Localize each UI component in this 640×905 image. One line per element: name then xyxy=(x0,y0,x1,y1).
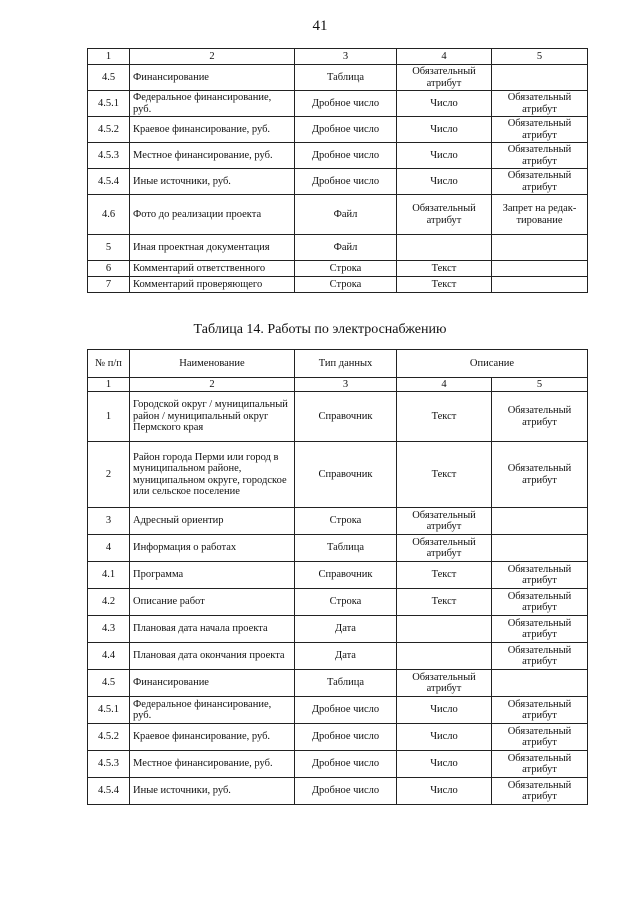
row-desc-value: Обязательный атрибут xyxy=(397,670,492,697)
table-row xyxy=(88,616,588,643)
row-number: 4.5.1 xyxy=(88,91,130,117)
row-number: 4.5.1 xyxy=(88,697,130,724)
row-desc-value: Текст xyxy=(397,442,492,508)
row-type: Строка xyxy=(295,508,397,535)
row-desc-value: Число xyxy=(397,143,492,169)
table-row xyxy=(88,724,588,751)
row-desc-attr xyxy=(492,277,588,293)
header-row xyxy=(88,350,588,378)
column-number: 3 xyxy=(295,378,397,392)
row-name: Программа xyxy=(130,562,295,589)
table-row xyxy=(88,442,588,508)
row-type: Файл xyxy=(295,195,397,235)
row-number: 4.3 xyxy=(88,616,130,643)
row-desc-attr: Обязательный атрибут xyxy=(492,778,588,805)
column-number: 3 xyxy=(295,49,397,65)
row-desc-value: Число xyxy=(397,724,492,751)
row-desc-value: Текст xyxy=(397,277,492,293)
row-desc-attr: Обязательный атрибут xyxy=(492,117,588,143)
row-number: 1 xyxy=(88,392,130,442)
column-number: 5 xyxy=(492,49,588,65)
page-number: 41 xyxy=(312,18,328,34)
row-desc-value: Число xyxy=(397,778,492,805)
row-type: Дробное число xyxy=(295,751,397,778)
row-desc-value: Число xyxy=(397,751,492,778)
row-type: Справочник xyxy=(295,442,397,508)
row-number: 4.6 xyxy=(88,195,130,235)
table-row xyxy=(88,392,588,442)
table-row xyxy=(88,589,588,616)
row-number: 4.2 xyxy=(88,589,130,616)
row-desc-attr: Обязательный атрибут xyxy=(492,697,588,724)
row-type: Файл xyxy=(295,235,397,261)
row-name: Адресный ориентир xyxy=(130,508,295,535)
row-type: Дробное число xyxy=(295,117,397,143)
row-desc-value: Обязательный атрибут xyxy=(397,65,492,91)
row-number: 5 xyxy=(88,235,130,261)
row-type: Дробное число xyxy=(295,778,397,805)
row-desc-attr: Обязательный атрибут xyxy=(492,643,588,670)
row-type: Справочник xyxy=(295,392,397,442)
column-number: 1 xyxy=(88,49,130,65)
column-number: 1 xyxy=(88,378,130,392)
row-type: Дробное число xyxy=(295,169,397,195)
row-number: 4.1 xyxy=(88,562,130,589)
row-desc-value: Обязательный атрибут xyxy=(397,535,492,562)
row-desc-value xyxy=(397,235,492,261)
row-type: Дата xyxy=(295,643,397,670)
row-name: Местное финансирование, руб. xyxy=(130,143,295,169)
row-desc-attr xyxy=(492,508,588,535)
row-desc-attr: Обязательный атрибут xyxy=(492,143,588,169)
row-name: Федеральное финансирование, руб. xyxy=(130,91,295,117)
table-row xyxy=(88,697,588,724)
row-number: 6 xyxy=(88,261,130,277)
row-name: Плановая дата окончания проекта xyxy=(130,643,295,670)
row-number: 4.5.2 xyxy=(88,117,130,143)
table-row xyxy=(88,91,588,117)
row-desc-attr: Запрет на редак-тирование xyxy=(492,195,588,235)
table-electric-works xyxy=(87,349,588,805)
row-type: Строка xyxy=(295,261,397,277)
row-name: Плановая дата начала проекта xyxy=(130,616,295,643)
column-number: 4 xyxy=(397,49,492,65)
row-desc-attr: Обязательный атрибут xyxy=(492,169,588,195)
row-number: 4.5 xyxy=(88,65,130,91)
table-row xyxy=(88,562,588,589)
column-number: 2 xyxy=(130,378,295,392)
row-desc-attr: Обязательный атрибут xyxy=(492,751,588,778)
row-desc-value: Текст xyxy=(397,392,492,442)
row-name: Комментарий ответственного xyxy=(130,261,295,277)
row-name: Описание работ xyxy=(130,589,295,616)
row-number: 4.5.2 xyxy=(88,724,130,751)
table-caption: Таблица 14. Работы по электроснабжению xyxy=(193,322,447,337)
row-name: Финансирование xyxy=(130,65,295,91)
row-type: Таблица xyxy=(295,535,397,562)
table-row xyxy=(88,535,588,562)
header-type: Тип данных xyxy=(295,350,397,378)
row-desc-attr xyxy=(492,535,588,562)
row-type: Дробное число xyxy=(295,143,397,169)
row-desc-value xyxy=(397,643,492,670)
row-number: 4.5.4 xyxy=(88,778,130,805)
row-number: 4.5.4 xyxy=(88,169,130,195)
row-desc-attr xyxy=(492,65,588,91)
row-name: Финансирование xyxy=(130,670,295,697)
header-name: Наименование xyxy=(130,350,295,378)
row-number: 2 xyxy=(88,442,130,508)
row-desc-value: Число xyxy=(397,697,492,724)
row-desc-attr: Обязательный атрибут xyxy=(492,724,588,751)
row-type: Дробное число xyxy=(295,724,397,751)
row-number: 4.5.3 xyxy=(88,143,130,169)
row-name: Федеральное финансирование, руб. xyxy=(130,697,295,724)
column-number-row xyxy=(88,378,588,392)
row-type: Дробное число xyxy=(295,91,397,117)
table-row xyxy=(88,508,588,535)
table-row xyxy=(88,65,588,91)
row-type: Справочник xyxy=(295,562,397,589)
table-row xyxy=(88,751,588,778)
row-name: Информация о работах xyxy=(130,535,295,562)
table-row xyxy=(88,235,588,261)
row-number: 3 xyxy=(88,508,130,535)
table-row xyxy=(88,169,588,195)
table-row xyxy=(88,778,588,805)
column-number-row xyxy=(88,49,588,65)
row-desc-attr: Обязательный атрибут xyxy=(492,562,588,589)
row-name: Фото до реализации проекта xyxy=(130,195,295,235)
row-type: Таблица xyxy=(295,65,397,91)
table-row xyxy=(88,643,588,670)
row-name: Иная проектная документация xyxy=(130,235,295,261)
row-name: Краевое финансирование, руб. xyxy=(130,117,295,143)
table-row xyxy=(88,670,588,697)
row-desc-attr xyxy=(492,670,588,697)
table-continuation xyxy=(87,48,588,293)
row-desc-attr: Обязательный атрибут xyxy=(492,91,588,117)
row-name: Краевое финансирование, руб. xyxy=(130,724,295,751)
row-desc-value: Текст xyxy=(397,562,492,589)
header-num: № п/п xyxy=(88,350,130,378)
column-number: 2 xyxy=(130,49,295,65)
table-row xyxy=(88,143,588,169)
table-row xyxy=(88,261,588,277)
row-desc-value: Обязательный атрибут xyxy=(397,195,492,235)
row-name: Иные источники, руб. xyxy=(130,169,295,195)
row-number: 4.5.3 xyxy=(88,751,130,778)
row-type: Дробное число xyxy=(295,697,397,724)
row-desc-attr: Обязательный атрибут xyxy=(492,589,588,616)
row-desc-value: Число xyxy=(397,169,492,195)
row-desc-value: Обязательный атрибут xyxy=(397,508,492,535)
row-number: 4.5 xyxy=(88,670,130,697)
row-name: Местное финансирование, руб. xyxy=(130,751,295,778)
row-desc-value: Число xyxy=(397,117,492,143)
table-row xyxy=(88,195,588,235)
row-desc-value xyxy=(397,616,492,643)
row-type: Строка xyxy=(295,277,397,293)
row-name: Район города Перми или город в муниципальном районе, муниципальном округе, городское или сельское поселение xyxy=(130,442,295,508)
row-desc-value: Текст xyxy=(397,261,492,277)
row-type: Таблица xyxy=(295,670,397,697)
row-number: 4.4 xyxy=(88,643,130,670)
row-name: Городской округ / муниципальный район / муниципальный округ Пермского края xyxy=(130,392,295,442)
column-number: 5 xyxy=(492,378,588,392)
column-number: 4 xyxy=(397,378,492,392)
row-type: Дата xyxy=(295,616,397,643)
row-desc-value: Число xyxy=(397,91,492,117)
row-name: Иные источники, руб. xyxy=(130,778,295,805)
row-type: Строка xyxy=(295,589,397,616)
row-desc-attr: Обязательный атрибут xyxy=(492,392,588,442)
row-number: 7 xyxy=(88,277,130,293)
table-row xyxy=(88,277,588,293)
row-desc-attr: Обязательный атрибут xyxy=(492,616,588,643)
row-desc-attr: Обязательный атрибут xyxy=(492,442,588,508)
row-desc-value: Текст xyxy=(397,589,492,616)
row-desc-attr xyxy=(492,235,588,261)
header-desc: Описание xyxy=(397,350,588,378)
table-row xyxy=(88,117,588,143)
row-desc-attr xyxy=(492,261,588,277)
row-number: 4 xyxy=(88,535,130,562)
row-name: Комментарий проверяющего xyxy=(130,277,295,293)
